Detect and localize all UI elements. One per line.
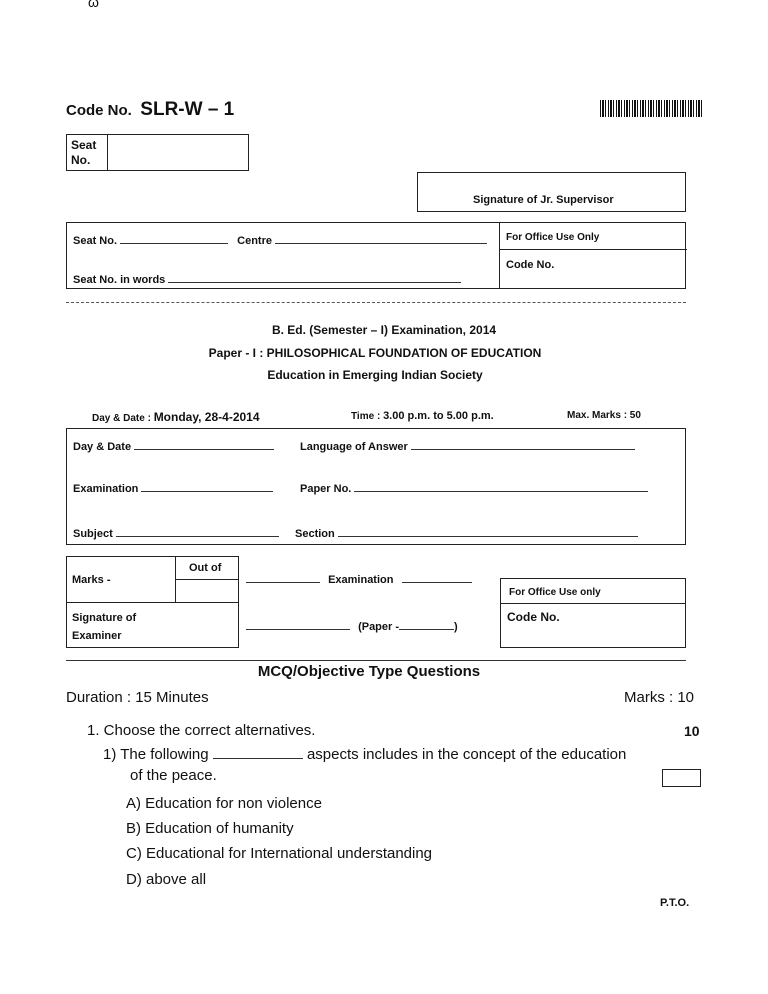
examiner-signature[interactable] [72, 609, 136, 645]
day-date-value: Monday, 28-4-2014 [153, 410, 260, 424]
dashed-separator [66, 302, 686, 303]
office-code-label-2: Code No. [507, 610, 560, 624]
subject-field[interactable] [116, 527, 279, 537]
code-label: Code No. [66, 102, 132, 119]
office-use-panel [499, 223, 686, 288]
centre-label: Centre [237, 235, 272, 247]
paper-prefix-label: (Paper - [358, 621, 400, 633]
code-value: SLR-W – 1 [140, 99, 235, 120]
exam-title: B. Ed. (Semester – I) Examination, 2014 [271, 323, 497, 337]
exam-name-field-left[interactable] [246, 573, 320, 583]
exam-name-field-right[interactable] [402, 573, 472, 583]
subject-label: Subject [73, 528, 113, 540]
code-number-heading [66, 99, 234, 121]
supervisor-signature-label: Signature of Jr. Supervisor [473, 194, 614, 206]
section-field[interactable] [338, 527, 638, 537]
answer-details-box [66, 428, 686, 545]
examination-field-label: Examination [73, 483, 139, 495]
office-use-box-2 [500, 578, 686, 648]
time-label: Time : [351, 411, 381, 422]
examination-field[interactable] [141, 482, 273, 492]
seat-no-words-field[interactable] [168, 273, 461, 283]
seat-number-field[interactable] [109, 135, 248, 170]
paper-no-label: Paper No. [300, 483, 352, 495]
sub-question-1-line-2: of the peace. [130, 767, 217, 784]
pto-label: P.T.O. [660, 897, 690, 909]
section-marks: Marks : 10 [624, 689, 695, 706]
max-marks: Max. Marks : 50 [567, 410, 641, 421]
examiner-signature-label-2: Examiner [72, 630, 122, 642]
candidate-info-box [66, 222, 686, 289]
option-c: C) Educational for International understanding [126, 845, 433, 862]
paper-name-field[interactable] [246, 620, 350, 630]
answer-box[interactable] [662, 769, 701, 787]
paper-title: Paper - I : PHILOSOPHICAL FOUNDATION OF EDUCATION [208, 346, 542, 360]
paper-suffix-label: ) [454, 621, 458, 633]
office-use-label: For Office Use Only [506, 232, 600, 243]
seat-number-box [66, 134, 249, 171]
exam-time [351, 410, 494, 422]
day-date-field[interactable] [134, 440, 274, 450]
seat-label-1: Seat [71, 138, 97, 152]
marks-label: Marks - [72, 574, 111, 586]
marks-box [66, 556, 239, 648]
seat-no-field[interactable] [120, 234, 228, 244]
sub-question-1 [103, 746, 626, 763]
seat-no-label: Seat No. [73, 235, 118, 247]
language-label: Language of Answer [300, 441, 408, 453]
language-field[interactable] [411, 440, 635, 450]
marks-obtained-field[interactable] [176, 580, 238, 602]
mcq-heading: MCQ/Objective Type Questions [257, 663, 481, 680]
section-divider [66, 660, 686, 661]
option-b: B) Education of humanity [126, 820, 294, 837]
time-value: 3.00 p.m. to 5.00 p.m. [383, 410, 494, 422]
option-a: A) Education for non violence [126, 795, 322, 812]
option-d: D) above all [126, 871, 207, 888]
office-use-label-2: For Office Use only [509, 587, 601, 598]
seat-label-2: No. [71, 153, 91, 167]
examination-label-2: Examination [328, 574, 394, 586]
out-of-label: Out of [189, 562, 222, 574]
duration: Duration : 15 Minutes [66, 689, 209, 706]
day-date-label: Day & Date : [92, 413, 151, 424]
office-code-label: Code No. [506, 259, 555, 271]
paper-number-field[interactable] [399, 620, 454, 630]
top-mark: ω [88, 0, 99, 10]
question-1-marks: 10 [684, 723, 700, 739]
barcode [600, 100, 702, 117]
question-1: 1. Choose the correct alternatives. [87, 722, 316, 739]
sub-question-1-text-b: aspects includes in the concept of the education [306, 746, 627, 763]
paper-subtitle: Education in Emerging Indian Society [267, 368, 483, 382]
seat-no-words-label: Seat No. in words [73, 274, 166, 286]
centre-field[interactable] [275, 234, 487, 244]
supervisor-signature-box[interactable] [417, 172, 686, 212]
day-date-field-label: Day & Date [73, 441, 132, 453]
paper-no-field[interactable] [354, 482, 648, 492]
section-label: Section [295, 528, 335, 540]
examiner-signature-label-1: Signature of [72, 612, 137, 624]
exam-day-date [92, 410, 260, 424]
sub-question-1-blank [213, 747, 303, 759]
sub-question-1-text-a: 1) The following [103, 746, 209, 763]
